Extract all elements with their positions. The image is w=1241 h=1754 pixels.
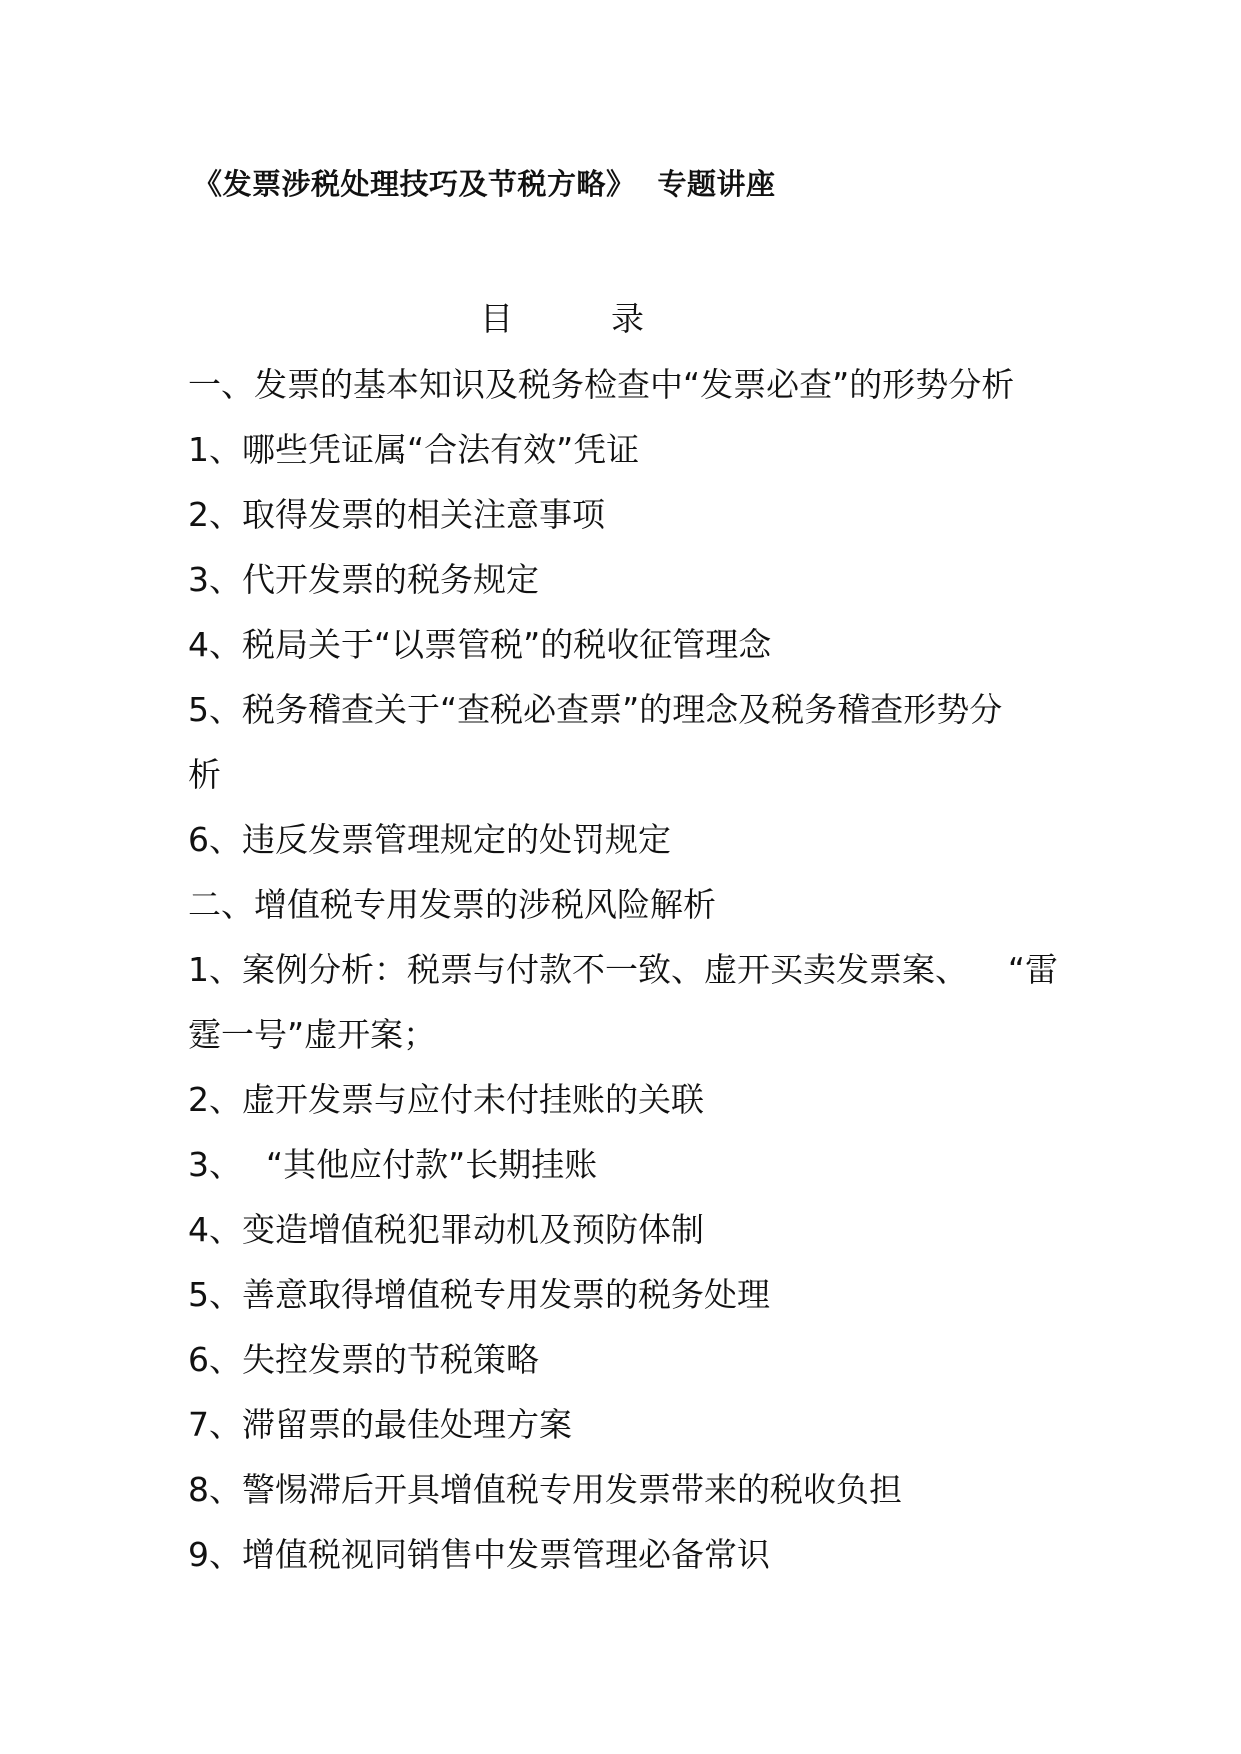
document-title xyxy=(193,162,776,203)
toc-item xyxy=(188,937,1058,1002)
toc-item-text: “雷 xyxy=(1007,950,1058,989)
toc-item xyxy=(188,1132,1058,1197)
toc-item-text: “其他应付款”长期挂账 xyxy=(266,1145,598,1184)
toc-item: 1、哪些凭证属“合法有效”凭证 xyxy=(188,430,640,469)
toc-item-continuation: 霆一号”虚开案； xyxy=(188,1015,437,1054)
toc-item: 5、善意取得增值税专用发票的税务处理 xyxy=(188,1275,770,1314)
toc-item-continuation: 析 xyxy=(188,755,221,794)
toc-item-number: 3、 xyxy=(188,1145,242,1184)
document-title-book: 《发票涉税处理技巧及节税方略》 xyxy=(193,167,636,201)
document-title-suffix: 专题讲座 xyxy=(657,167,776,201)
toc-heading-right: 录 xyxy=(611,299,644,338)
toc-item-text: 1、案例分析：税票与付款不一致、虚开买卖发票案、 xyxy=(188,950,968,989)
toc-item: 4、税局关于“以票管税”的税收征管理念 xyxy=(188,625,772,664)
table-of-contents xyxy=(188,352,1058,1587)
toc-item: 2、取得发票的相关注意事项 xyxy=(188,495,605,534)
toc-item: 9、增值税视同销售中发票管理必备常识 xyxy=(188,1535,770,1574)
toc-item: 4、变造增值税犯罪动机及预防体制 xyxy=(188,1210,704,1249)
toc-section-1: 一、发票的基本知识及税务检查中“发票必查”的形势分析 xyxy=(188,365,1015,404)
toc-item: 2、虚开发票与应付未付挂账的关联 xyxy=(188,1080,704,1119)
toc-item: 6、违反发票管理规定的处罚规定 xyxy=(188,820,671,859)
toc-item: 6、失控发票的节税策略 xyxy=(188,1340,539,1379)
toc-heading-left: 目 xyxy=(480,299,513,338)
toc-item: 5、税务稽查关于“查税必查票”的理念及税务稽查形势分 xyxy=(188,690,1003,729)
toc-item: 7、滞留票的最佳处理方案 xyxy=(188,1405,572,1444)
toc-item: 8、警惕滞后开具增值税专用发票带来的税收负担 xyxy=(188,1470,902,1509)
toc-item: 3、代开发票的税务规定 xyxy=(188,560,539,599)
toc-section-2: 二、增值税专用发票的涉税风险解析 xyxy=(188,885,716,924)
